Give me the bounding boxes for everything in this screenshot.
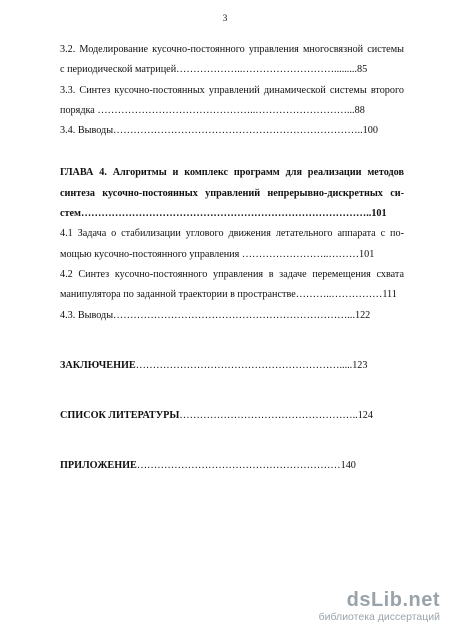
toc-entry-3-3-line-2: порядка ………………………………………..………………………...88: [60, 104, 365, 116]
toc-entry-4-1-line-1: 4.1 Задача о стабилизации углового движения летательного аппарата с по-: [60, 228, 404, 240]
toc-chapter-4-line-1: ГЛАВА 4. Алгоритмы и комплекс программ для реализации методов: [60, 167, 404, 179]
watermark-logo: dsLib.net: [346, 589, 440, 611]
toc-entry-3-3-line-1: 3.3. Синтез кусочно-постоянных управлений динамической системы второго: [60, 84, 404, 96]
toc-entry-4-2-line-1: 4.2 Синтез кусочно-постоянного управления в задаче перемещения схвата: [60, 268, 404, 280]
toc-chapter-4-line-3: [60, 204, 404, 224]
dslib-watermark: [290, 589, 440, 631]
toc-chapter-4-line-2: синтеза кусочно-постоянных управлений непрерывно-дискретных си-: [60, 187, 404, 199]
page-number: 3: [222, 14, 228, 24]
toc-chapter-4-line-3-text: стем…………………………………………………………………………..101: [60, 208, 387, 220]
toc-conclusion: [60, 356, 404, 376]
toc-conclusion-leader: …………………………………………………….....123: [135, 359, 368, 371]
toc-appendix-title: ПРИЛОЖЕНИЕ: [60, 460, 137, 472]
toc-references: [60, 406, 404, 426]
toc-appendix: [60, 456, 404, 476]
watermark-subtitle: библиотека диссертаций: [318, 611, 440, 623]
toc-entry-3-4: 3.4. Выводы………………………………………………………………..100: [60, 125, 378, 137]
toc-entry-3-2-line-2: с периодической матрицей………………..……………………….........85: [60, 64, 368, 76]
toc-entry-4-1-line-2: мощью кусочно-постоянного управления ……………………..………101: [60, 248, 375, 260]
toc-conclusion-title: ЗАКЛЮЧЕНИЕ: [60, 359, 136, 371]
table-of-contents: [60, 40, 404, 477]
toc-appendix-leader: ……………………………………………………140: [136, 460, 356, 472]
toc-entry-3-2-line-1: 3.2. Моделирование кусочно-постоянного управления многосвязной системы: [60, 44, 404, 55]
toc-entry-4-3: 4.3. Выводы……………………………………………………………...122: [60, 309, 371, 321]
toc-references-leader: ……………………………………………..124: [179, 410, 373, 422]
toc-references-title: СПИСОК ЛИТЕРАТУРЫ: [60, 410, 180, 422]
toc-entry-4-2-line-2: манипулятора по заданной траектории в пространстве………..……………111: [60, 289, 397, 301]
